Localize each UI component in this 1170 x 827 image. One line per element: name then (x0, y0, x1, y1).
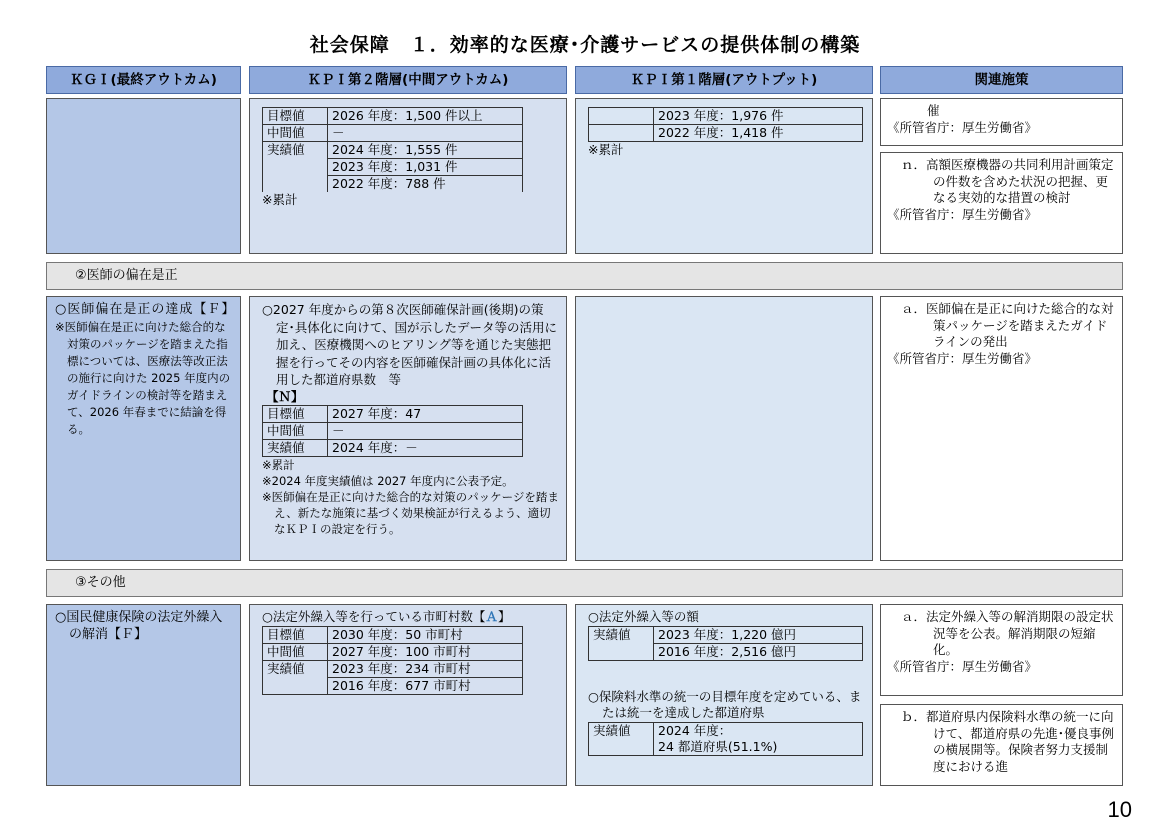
table-value: 2027 年度：100 市町村 (328, 643, 523, 660)
row2-kpi2-tag: 【Ｎ】 (266, 388, 304, 404)
table-value: 2030 年度：50 市町村 (328, 626, 523, 643)
table-value: － (328, 125, 523, 142)
table-key: 中間値 (263, 125, 328, 142)
policy-text: 都道府県内保険料水準の統一に向けて、都道府県の先進･優良事例の横展開等。保険者努力支援制度における進 (926, 709, 1115, 774)
row1-kpi1-note: ※累計 (588, 142, 624, 157)
row3-kpi1-cell (575, 604, 873, 786)
row3-kpi2-table (262, 626, 523, 695)
policy-agency: 《所管省庁：厚生労働省》 (887, 206, 1038, 222)
row3-kpi1-table2 (588, 722, 863, 756)
table-key (263, 176, 328, 193)
row1-kpi1-cell (575, 98, 873, 254)
row3-kgi-title: ○国民健康保険の法定外繰入の解消【Ｆ】 (55, 610, 223, 642)
table-key: 実績値 (589, 626, 654, 643)
table-key (589, 739, 654, 756)
table-value: 2023 年度：1,976 件 (654, 108, 863, 125)
row2-kgi-cell (46, 296, 241, 561)
table-key: 実績値 (263, 660, 328, 677)
section-other: ③その他 (46, 569, 1123, 597)
row1-policy-box1 (880, 98, 1123, 146)
table-value: 2023 年度：234 市町村 (328, 660, 523, 677)
table-value: 2022 年度：788 件 (328, 176, 523, 193)
row3-kpi1-title: ○法定外繰入等の額 (588, 609, 699, 624)
table-key: 実績値 (263, 142, 328, 159)
row3-policy-box2 (880, 704, 1123, 786)
row3-policy-box1 (880, 604, 1123, 696)
table-value: 2023 年度：1,031 件 (328, 159, 523, 176)
row2-kpi2-note: ※2024 年度実績値は 2027 年度内に公表予定。 (262, 474, 514, 488)
row2-kpi2-table (262, 405, 523, 457)
row1-kgi-cell (46, 98, 241, 254)
policy-marker: ｂ． (901, 709, 927, 724)
page-number: 10 (1107, 797, 1132, 822)
row2-kpi1-cell (575, 296, 873, 561)
row3-kpi2-title: ○法定外繰入等を行っている市町村数【 (262, 609, 486, 624)
policy-agency: 《所管省庁：厚生労働省》 (887, 658, 1038, 674)
row1-kpi2-cell (249, 98, 567, 254)
row2-kpi2-note: ※医師偏在是正に向けた総合的な対策のパッケージを踏まえ、新たな施策に基づく効果検証が行えるよう、適切なＫＰＩの設定を行う。 (262, 490, 559, 536)
header-kgi: ＫＧＩ(最終アウトカム) (46, 66, 241, 94)
row2-kgi-note: ※医師偏在是正に向けた総合的な対策のパッケージを踏まえた指標については、医療法等改正法の施行に向けた 2025 年度内のガイドラインの検討等を踏まえて、2026 年春までに結論を得る。 (55, 320, 231, 436)
policy-text: 高額医療機器の共同利用計画策定の件数を含めた状況の把握、更なる実効的な措置の検討 (926, 157, 1114, 205)
header-policy: 関連施策 (880, 66, 1123, 94)
table-value: 2024 年度：1,555 件 (328, 142, 523, 159)
policy-text: 医師偏在是正に向けた総合的な対策パッケージを踏まえたガイドラインの発出 (926, 301, 1114, 349)
policy-marker: ｎ． (901, 157, 927, 172)
table-key: 目標値 (263, 108, 328, 125)
row1-kpi1-table (588, 107, 863, 142)
policy-agency: 《所管省庁：厚生労働省》 (887, 119, 1038, 135)
page-title: 社会保障 １．効率的な医療･介護サービスの提供体制の構築 (309, 34, 861, 56)
table-key: 目標値 (263, 406, 328, 423)
table-value: 2027 年度：47 (328, 406, 523, 423)
table-value: 24 都道府県(51.1%) (654, 739, 863, 756)
row3-kpi1-table (588, 626, 863, 661)
row1-kpi2-note: ※累計 (262, 192, 298, 207)
table-value: － (328, 423, 523, 440)
table-key: 実績値 (589, 722, 654, 739)
row2-kpi2-text: ○2027 年度からの第８次医師確保計画(後期)の策定･具体化に向けて、国が示したデータ等の活用に加え、医療機関へのヒアリング等を通じた実態把握を行ってその内容を医師確保計画の具体化に活用した都道府県数 等 (262, 302, 558, 387)
table-key (263, 677, 328, 694)
row2-policy-cell (880, 296, 1123, 561)
header-kpi2: ＫＰＩ第２階層(中間アウトカム) (249, 66, 567, 94)
table-key: 中間値 (263, 423, 328, 440)
table-key (263, 159, 328, 176)
table-value: 2016 年度：677 市町村 (328, 677, 523, 694)
table-value: 2023 年度：1,220 億円 (654, 626, 863, 643)
policy-marker: ａ． (901, 609, 927, 624)
table-key (589, 108, 654, 125)
row3-kpi2-cell (249, 604, 567, 786)
table-value: 2024 年度：－ (328, 440, 523, 457)
table-value: 2022 年度：1,418 件 (654, 125, 863, 142)
row3-kpi1-title2: ○保険料水準の統一の目標年度を定めている、または統一を達成した都道府県 (588, 688, 862, 720)
table-value: 2026 年度：1,500 件以上 (328, 108, 523, 125)
header-kpi1: ＫＰＩ第１階層(アウトプット) (575, 66, 873, 94)
policy-text: 催 (927, 103, 940, 118)
row2-kpi2-cell (249, 296, 567, 561)
row3-kpi2-tag: Ａ (485, 609, 498, 624)
table-value: 2024 年度： (654, 722, 863, 739)
row3-kgi-cell (46, 604, 241, 786)
section-doctor-distribution: ②医師の偏在是正 (46, 262, 1123, 290)
policy-agency: 《所管省庁：厚生労働省》 (887, 350, 1038, 366)
table-key (589, 643, 654, 660)
row1-policy-box2 (880, 152, 1123, 254)
table-key: 目標値 (263, 626, 328, 643)
table-key: 中間値 (263, 643, 328, 660)
policy-marker: ａ． (901, 301, 927, 316)
policy-text: 法定外繰入等の解消期限の設定状況等を公表。解消期限の短縮化。 (926, 609, 1114, 657)
row1-kpi2-table (262, 107, 523, 192)
table-key: 実績値 (263, 440, 328, 457)
table-key (589, 125, 654, 142)
row3-kpi2-title-end: 】 (497, 609, 511, 624)
table-value: 2016 年度：2,516 億円 (654, 643, 863, 660)
row2-kgi-title: ○医師偏在是正の達成【Ｆ】 (55, 302, 236, 317)
row2-kpi2-note: ※累計 (262, 458, 295, 472)
